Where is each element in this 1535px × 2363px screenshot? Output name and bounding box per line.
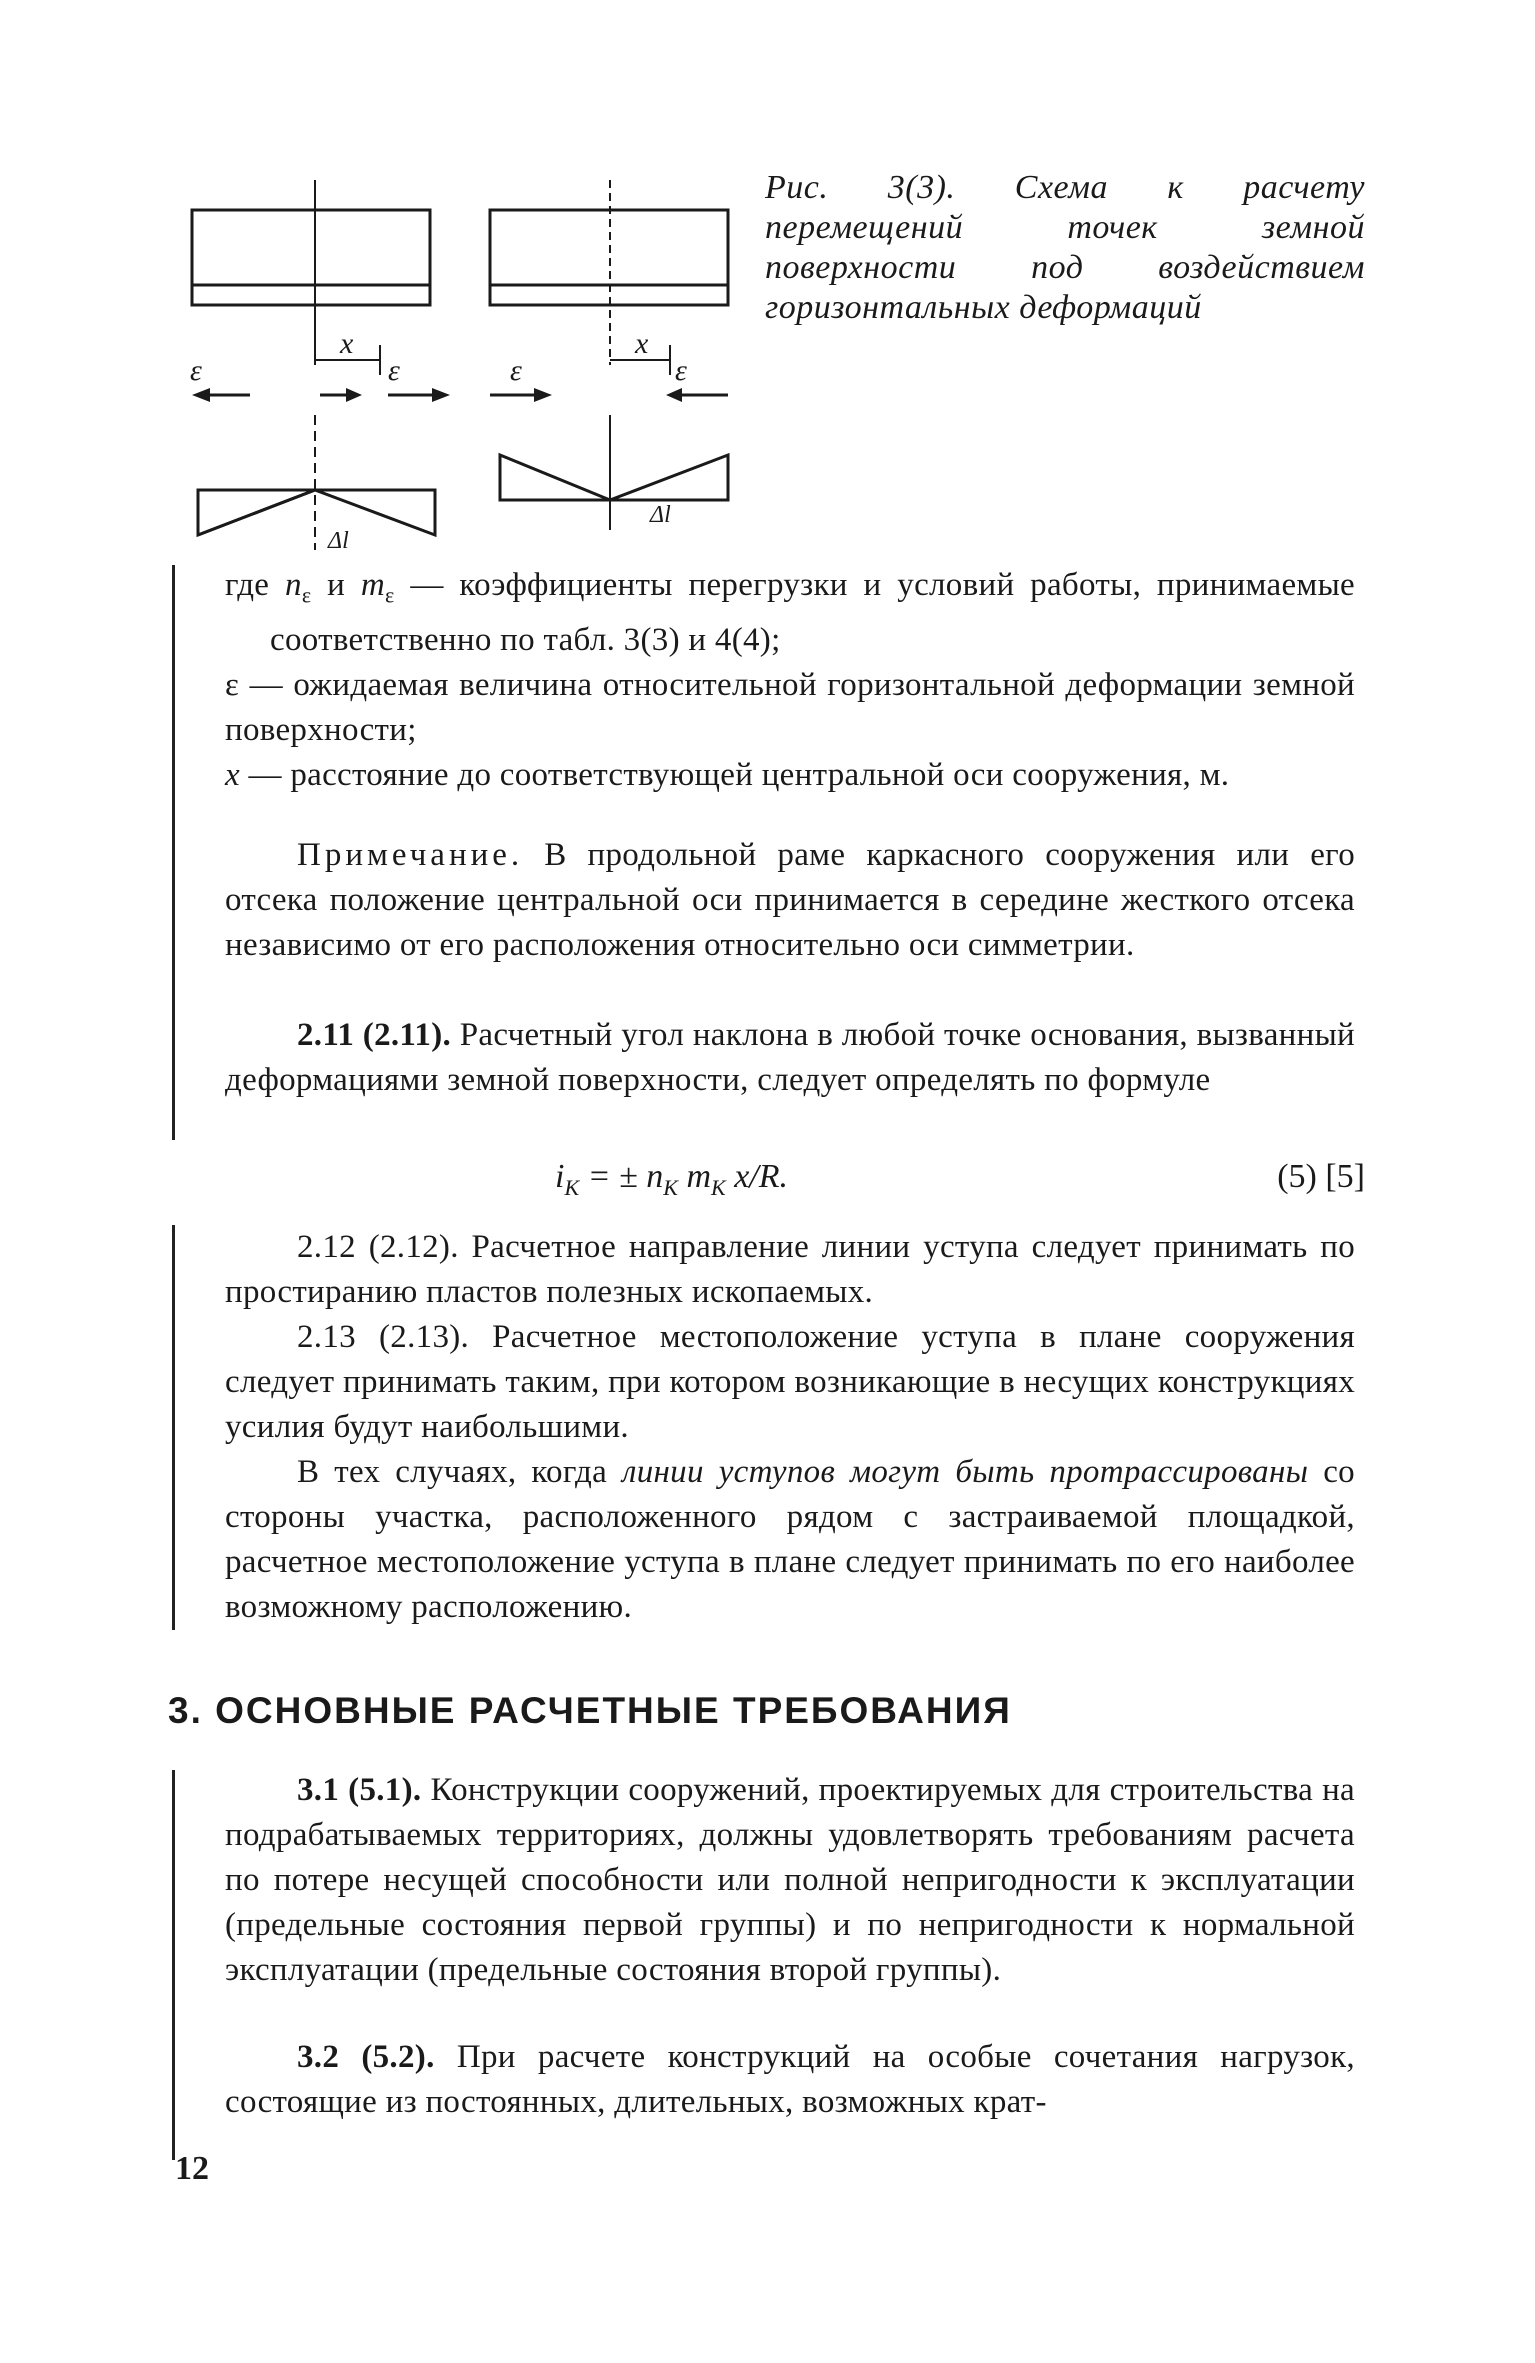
definition-x: x — расстояние до соответствующей центральной оси сооружения, м.	[225, 756, 1230, 793]
page-number: 12	[175, 2150, 209, 2187]
x-label-right: x	[635, 327, 649, 360]
formula-5	[555, 1158, 1365, 1201]
epsilon-label-1: ε	[190, 354, 202, 387]
section-2-13: 2.13 (2.13). Расчетное местоположение уступа в плане сооружения следует принимать таким, при котором возникающие в несущих конструкциях усилия будут наибольшими.	[225, 1319, 1355, 1445]
margin-bar	[172, 1225, 175, 1630]
section-2-11: 2.11 (2.11). Расчетный угол наклона в любой точке основания, вызванный деформациями земной поверхности, следует определять по формуле	[225, 1017, 1356, 1098]
epsilon-label-2: ε	[388, 354, 400, 387]
epsilon-label-4: ε	[675, 354, 687, 387]
left-building	[192, 210, 430, 285]
section-heading: 3. ОСНОВНЫЕ РАСЧЕТНЫЕ ТРЕБОВАНИЯ	[168, 1690, 1012, 1731]
definition-epsilon: ε — ожидаемая величина относительной горизонтальной деформации земной поверхности;	[225, 666, 1355, 748]
figure-caption: Рис. 3(3). Схема к расчету перемещений точек земной поверхности под воздействием горизонтальных деформаций	[765, 169, 1365, 326]
section-2-12: 2.12 (2.12). Расчетное направление линии уступа следует принимать по простиранию пластов полезных ископаемых.	[225, 1229, 1355, 1310]
left-foundation	[192, 285, 430, 305]
margin-bar	[172, 565, 175, 1140]
paragraph-cases: В тех случаях, когда линии уступов могут быть протрассированы со стороны участка, расположенного рядом с застраиваемой площадкой, расчетное местоположение уступа в плане следует принимать по его наиболее возможному расположению.	[225, 1454, 1355, 1625]
x-label-left: x	[340, 327, 354, 360]
definition-n-m: где $n_\varepsilon$ и $m_\varepsilon$ — коэффициенты перегрузки и условий работы, принимаемые соответственно по табл. 3(3) и 4(4);	[225, 567, 1355, 658]
section-3-2: 3.2 (5.2). При расчете конструкций на особые сочетания нагрузок, состоящие из постоянных, длительных, возможных крат-	[225, 2039, 1355, 2120]
delta-l-label-right: Δl	[650, 502, 671, 528]
delta-l-label-left: Δl	[328, 528, 349, 554]
figure-diagram	[180, 170, 750, 560]
formula-number: (5) [5]	[1277, 1158, 1365, 1195]
section-3-1: 3.1 (5.1). Конструкции сооружений, проектируемых для строительства на подрабатываемых территориях, должны удовлетворять требованиям расчета по потере несущей способности или полной непригодности к эксплуатации (предельные состояния первой группы) и по непригодности к нормальной эксплуатации (предельные состояния второй группы).	[225, 1772, 1355, 1988]
definitions-block	[225, 563, 1355, 798]
epsilon-label-3: ε	[510, 354, 522, 387]
formula-expression: $i_K$ = ± $n_K$ $m_K$ x/R.	[555, 1158, 788, 1200]
margin-bar	[172, 1770, 175, 2160]
note-paragraph: Примечание. В продольной раме каркасного сооружения или его отсека положение центральной оси принимается в середине жесткого отсека независимо от его расположения относительно оси симметрии.	[225, 837, 1355, 963]
